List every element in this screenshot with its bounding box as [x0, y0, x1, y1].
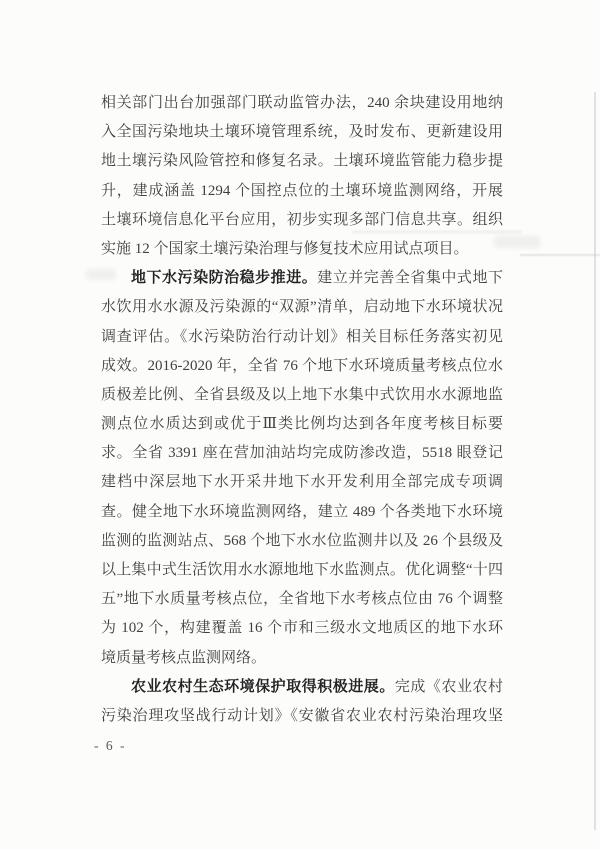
page-number: - 6 -: [94, 738, 127, 753]
line-text: 建立并完善全省集中式地下: [317, 270, 503, 287]
line-text: 测点位水质达到或优于Ⅲ类比例均达到各年度考核目标要: [101, 416, 503, 433]
line-text: 实施 12 个国家土壤污染治理与修复技术应用试点项目。: [101, 240, 469, 257]
text-line: [101, 702, 503, 731]
text-line: [101, 323, 503, 352]
scan-artifact: [520, 254, 600, 256]
line-text: 为 102 个，构建覆盖 16 个市和三级水文地质区的地下水环: [101, 620, 503, 637]
text-line: [101, 527, 503, 556]
text-line: [101, 585, 503, 614]
line-text: 相关部门出台加强部门联动监管办法，240 余块建设用地纳: [101, 95, 503, 111]
text-line: [101, 89, 503, 118]
scan-artifact: [494, 236, 540, 248]
line-text: 求。全省 3391 座在营加油站均完成防渗改造，5518 眼登记: [101, 445, 503, 462]
line-text: 土壤环境信息化平台应用，初步实现多部门信息共享。组织: [101, 211, 503, 228]
line-text: 质极差比例、全省县级及以上地下水集中式饮用水水源地监: [101, 386, 503, 403]
line-text: 地土壤污染风险管控和修复名录。土壤环境监管能力稳步提: [101, 153, 503, 170]
body-text: [101, 89, 503, 731]
text-line: [101, 439, 503, 468]
line-text: 查。健全地下水环境监测网络，建立 489 个各类地下水环境: [101, 503, 503, 520]
line-text: 五”地下水质量考核点位，全省地下水考核点位由 76 个调整: [101, 591, 503, 608]
text-line: [101, 118, 503, 147]
line-text: 入全国污染地块土壤环境管理系统，及时发布、更新建设用: [101, 124, 503, 141]
scan-artifact: [86, 269, 116, 280]
text-line: [101, 614, 503, 643]
line-text: 污染治理攻坚战行动计划》《安徽省农业农村污染治理攻坚: [101, 707, 503, 724]
text-line: [101, 177, 503, 206]
text-line: [101, 147, 503, 176]
text-line: [101, 235, 503, 264]
text-line-heading: [101, 673, 503, 702]
text-line-heading: [101, 264, 503, 293]
line-text: 升，建成涵盖 1294 个国控点位的土壤环境监测网络，开展: [101, 182, 503, 199]
paragraph-heading: 地下水污染防治稳步推进。: [131, 270, 318, 287]
paragraph-heading: 农业农村生态环境保护取得积极进展。: [131, 678, 395, 695]
text-line: [101, 644, 503, 673]
text-line: [101, 352, 503, 381]
line-text: 调查评估。《水污染防治行动计划》相关目标任务落实初见: [101, 328, 503, 345]
line-text: 成效。2016-2020 年，全省 76 个地下水环境质量考核点位水: [101, 357, 503, 374]
text-line: [101, 293, 503, 322]
text-line: [101, 381, 503, 410]
text-line: [101, 556, 503, 585]
scan-artifact: [352, 231, 522, 233]
line-text: 建档中深层地下水开采井地下水开发利用全部完成专项调: [101, 474, 503, 491]
line-text: 完成《农业农村: [394, 678, 503, 695]
text-line: [101, 410, 503, 439]
line-text: 以上集中式生活饮用水水源地地下水监测点。优化调整“十四: [101, 562, 503, 578]
line-text: 水饮用水水源及污染源的“双源”清单，启动地下水环境状况: [101, 299, 503, 316]
line-text: 监测的监测站点、568 个地下水水位监测井以及 26 个县级及: [101, 532, 503, 549]
text-line: [101, 468, 503, 497]
text-line: [101, 498, 503, 527]
line-text: 境质量考核点监测网络。: [101, 649, 267, 666]
scan-edge-artifact: [594, 92, 596, 830]
